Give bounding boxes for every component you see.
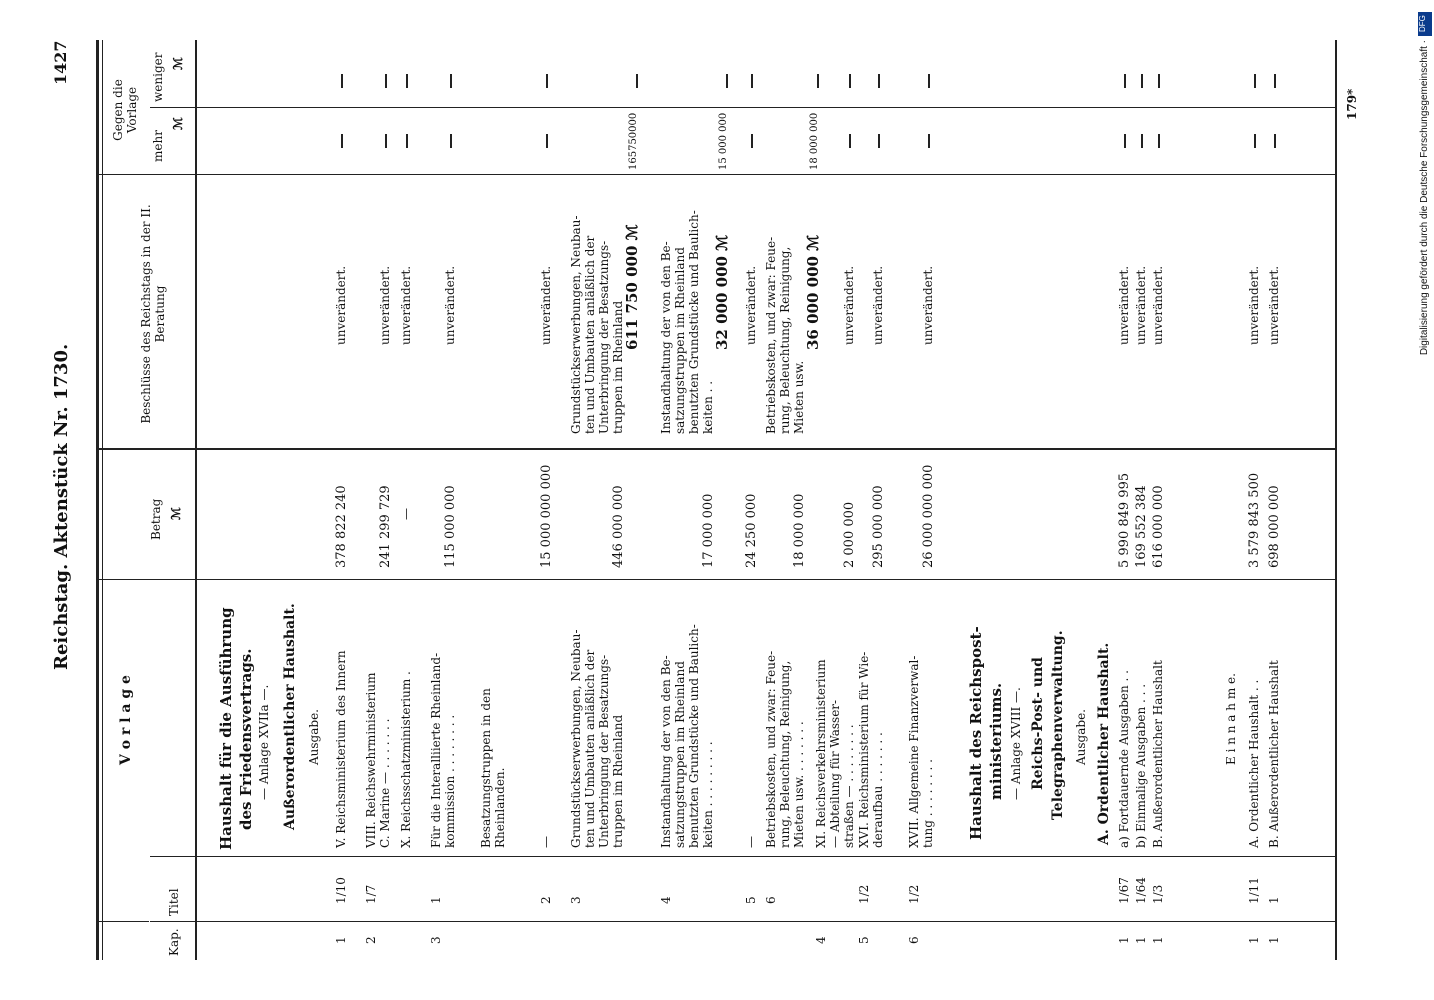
row-betrag: 446 000 000 bbox=[611, 485, 626, 568]
post-row-betrag: 5 990 849 995 bbox=[1117, 472, 1132, 568]
row-text: — bbox=[744, 836, 758, 848]
section1-ausgabe: Ausgabe. bbox=[307, 709, 321, 765]
post-row-kap: 1 bbox=[1151, 936, 1165, 944]
einnahme-heading: E i n n a h m e. bbox=[1224, 673, 1238, 765]
row-weniger-dash bbox=[928, 74, 930, 88]
row-text: Besatzungstruppen in den bbox=[479, 688, 493, 848]
section2-ausgabe: Ausgabe. bbox=[1074, 709, 1088, 765]
bottom-rule bbox=[1335, 40, 1337, 960]
row-betrag: 2 000 000 bbox=[842, 501, 857, 568]
header-mehr: mehr bbox=[151, 130, 165, 162]
row-beschluss-sum: 611 750 000 ℳ bbox=[623, 224, 641, 350]
section2-sub1: Reichs-Post- und bbox=[1030, 657, 1046, 790]
einnahme-row-betrag: 3 579 843 500 bbox=[1247, 472, 1262, 568]
row-betrag: 241 299 729 bbox=[378, 485, 393, 568]
section1-heading2: des Friedensvertrags. bbox=[237, 648, 255, 830]
row-titel: 2 bbox=[539, 896, 553, 904]
post-row-weniger-dash bbox=[1141, 74, 1143, 88]
row-text: — Abteilung für Wasser- bbox=[828, 699, 842, 848]
footer-mark: 179* bbox=[1345, 88, 1359, 120]
row-titel: 1/7 bbox=[364, 884, 378, 904]
row-titel: 1/2 bbox=[857, 884, 871, 904]
row-text: Betriebskosten, und zwar: Feue- bbox=[764, 650, 778, 848]
row-beschluss: Instandhaltung der von den Be- bbox=[659, 241, 673, 434]
row-mehr: 18 000 000 bbox=[809, 112, 820, 170]
row-text: Unterbringung der Besatzungs- bbox=[597, 654, 611, 848]
header-weniger-unit: ℳ bbox=[171, 57, 185, 70]
row-kap: 3 bbox=[429, 936, 443, 944]
header-betrag-unit: ℳ bbox=[169, 507, 183, 520]
row-betrag: 15 000 000 000 bbox=[539, 464, 554, 568]
row-text: tung . . . . . . . . bbox=[921, 759, 935, 848]
row-beschluss: unverändert. bbox=[539, 265, 553, 345]
row-mehr-dash bbox=[341, 134, 343, 148]
row-text: Grundstückserwerbungen, Neubau- bbox=[569, 629, 583, 848]
post-row-text: b) Einmalige Ausgaben . . . bbox=[1134, 683, 1148, 848]
row-beschluss: rung, Beleuchtung, Reinigung, bbox=[778, 246, 792, 434]
row-text: V. Reichsministerium des Innern bbox=[334, 650, 348, 848]
row-beschluss-sum: 32 000 000 ℳ bbox=[713, 234, 731, 350]
header-beschluesse: Beschlüsse des Reichstags in der II. Beratung bbox=[139, 204, 167, 424]
col-sep-mehr bbox=[150, 107, 1335, 108]
row-mehr-dash bbox=[385, 134, 387, 148]
row-beschluss: Grundstückserwerbungen, Neubau- bbox=[569, 215, 583, 434]
row-weniger-dash bbox=[636, 74, 638, 88]
row-text: Mieten usw. . . . . . . . bbox=[792, 721, 806, 848]
row-mehr-dash bbox=[751, 134, 753, 148]
row-mehr-dash bbox=[878, 134, 880, 148]
row-mehr-dash bbox=[849, 134, 851, 148]
dfg-logo: DFG bbox=[1418, 12, 1432, 36]
col-sep bbox=[99, 921, 149, 922]
page-title: Reichstag. Aktenstück Nr. 1730. bbox=[51, 343, 72, 670]
row-weniger-dash bbox=[450, 74, 452, 88]
col-sep-titel bbox=[150, 856, 1335, 857]
einnahme-row-mehr-dash bbox=[1254, 134, 1256, 148]
post-row-mehr-dash bbox=[1158, 134, 1160, 148]
row-betrag: 17 000 000 bbox=[701, 493, 716, 568]
header-vorlage: V o r l a g e bbox=[118, 675, 134, 765]
row-beschluss: keiten . . bbox=[701, 380, 715, 434]
row-text: XVI. Reichsministerium für Wie- bbox=[857, 651, 871, 848]
row-mehr-dash bbox=[928, 134, 930, 148]
einnahme-row-weniger-dash bbox=[1254, 74, 1256, 88]
post-row-kap: 1 bbox=[1117, 936, 1131, 944]
einnahme-row-mehr-dash bbox=[1274, 134, 1276, 148]
row-beschluss: Betriebskosten, und zwar: Feue- bbox=[764, 236, 778, 434]
row-text: kommission . . . . . . . . bbox=[443, 714, 457, 848]
row-titel: 1/2 bbox=[907, 884, 921, 904]
row-text: straßen — . . . . . . . . bbox=[842, 724, 856, 848]
post-row-beschluss: unverändert. bbox=[1151, 265, 1165, 345]
row-kap: 4 bbox=[814, 936, 828, 944]
row-weniger-dash bbox=[546, 74, 548, 88]
einnahme-row-beschluss: unverändert. bbox=[1267, 265, 1281, 345]
row-beschluss: unverändert. bbox=[842, 265, 856, 345]
header-mehr-unit: ℳ bbox=[171, 117, 185, 130]
section2-anlage: — Anlage XVIII —. bbox=[1009, 687, 1023, 800]
row-beschluss: unverändert. bbox=[921, 265, 935, 345]
row-betrag: 18 000 000 bbox=[792, 493, 807, 568]
row-kap: 2 bbox=[364, 936, 378, 944]
header-titel: Titel bbox=[167, 888, 181, 916]
post-row-weniger-dash bbox=[1124, 74, 1126, 88]
row-weniger-dash bbox=[341, 74, 343, 88]
row-text: X. Reichsschatzministerium . bbox=[399, 671, 413, 848]
row-text: Für die Interalliierte Rheinland- bbox=[429, 652, 443, 848]
row-beschluss: ten und Umbauten anläßlich der bbox=[583, 235, 597, 434]
row-betrag: 26 000 000 000 bbox=[921, 464, 936, 568]
row-weniger-dash bbox=[849, 74, 851, 88]
row-text: rung, Beleuchtung, Reinigung, bbox=[778, 660, 792, 848]
top-thin-rule bbox=[102, 40, 103, 960]
header-rule bbox=[195, 40, 197, 960]
row-beschluss: unverändert. bbox=[334, 265, 348, 345]
row-text: truppen im Rheinland bbox=[611, 714, 625, 848]
col-sep-betrag bbox=[99, 448, 1335, 450]
post-row-kap: 1 bbox=[1134, 936, 1148, 944]
einnahme-row-betrag: 698 000 000 bbox=[1267, 485, 1282, 568]
row-text: C. Marine — . . . . . . . bbox=[378, 718, 392, 848]
section2-heading: Haushalt des Reichspost- bbox=[967, 626, 985, 840]
row-kap: 6 bbox=[907, 936, 921, 944]
einnahme-row-weniger-dash bbox=[1274, 74, 1276, 88]
einnahme-row-kap: 1 bbox=[1247, 936, 1261, 944]
row-titel: 6 bbox=[764, 896, 778, 904]
row-beschluss-sum: 36 000 000 ℳ bbox=[804, 234, 822, 350]
row-beschluss: unverändert. bbox=[378, 265, 392, 345]
row-weniger-dash bbox=[385, 74, 387, 88]
row-text: Rheinlanden. bbox=[493, 767, 507, 848]
row-beschluss: unverändert. bbox=[744, 265, 758, 345]
row-mehr: 165750000 bbox=[628, 112, 639, 170]
row-titel: 4 bbox=[659, 896, 673, 904]
section2-heading2: ministeriums. bbox=[987, 682, 1005, 800]
einnahme-row-titel: 1 bbox=[1267, 896, 1281, 904]
row-mehr: 15 000 000 bbox=[718, 112, 729, 170]
row-mehr-dash bbox=[450, 134, 452, 148]
row-betrag: 378 822 240 bbox=[334, 485, 349, 568]
post-row-beschluss: unverändert. bbox=[1134, 265, 1148, 345]
row-beschluss: unverändert. bbox=[443, 265, 457, 345]
col-sep-beschluss bbox=[99, 174, 1335, 175]
row-beschluss: Mieten usw. bbox=[792, 360, 806, 434]
row-weniger-dash bbox=[817, 74, 819, 88]
page-number: 1427 bbox=[51, 40, 70, 85]
post-row-titel: 1/3 bbox=[1151, 884, 1165, 904]
row-titel: 5 bbox=[744, 896, 758, 904]
row-mehr-dash bbox=[406, 134, 408, 148]
row-betrag: 24 250 000 bbox=[744, 493, 759, 568]
post-row-text: B. Außerordentlicher Haushalt bbox=[1151, 660, 1165, 848]
header-betrag: Betrag bbox=[149, 498, 163, 540]
row-weniger-dash bbox=[406, 74, 408, 88]
section2-ordentlich: A. Ordentlicher Haushalt. bbox=[1096, 642, 1112, 845]
header-weniger: weniger bbox=[151, 52, 165, 102]
row-betrag: 295 000 000 bbox=[871, 485, 886, 568]
post-row-betrag: 616 000 000 bbox=[1151, 485, 1166, 568]
row-text: — bbox=[539, 836, 553, 848]
col-sep-vorlage bbox=[99, 579, 1335, 580]
row-beschluss: unverändert. bbox=[871, 265, 885, 345]
einnahme-row-text: B. Außerordentlicher Haushalt bbox=[1267, 660, 1281, 848]
post-row-titel: 1/67 bbox=[1117, 877, 1131, 904]
row-titel: 3 bbox=[569, 896, 583, 904]
post-row-mehr-dash bbox=[1141, 134, 1143, 148]
header-gegen: Gegen die Vorlage bbox=[111, 79, 139, 141]
row-text: ten und Umbauten anläßlich der bbox=[583, 649, 597, 848]
col-sep-kap bbox=[150, 921, 1335, 922]
row-text: XVII. Allgemeine Finanzverwal- bbox=[907, 655, 921, 848]
row-text: Instandhaltung der von den Be- bbox=[659, 655, 673, 848]
side-note bbox=[1416, 0, 1434, 1000]
section1-subheading: Außerordentlicher Haushalt. bbox=[282, 603, 298, 830]
row-titel: 1/10 bbox=[334, 877, 348, 904]
row-betrag: — bbox=[399, 508, 413, 520]
row-beschluss: Unterbringung der Besatzungs- bbox=[597, 240, 611, 434]
row-beschluss: satzungstruppen im Rheinland bbox=[673, 247, 687, 434]
post-row-titel: 1/64 bbox=[1134, 877, 1148, 904]
einnahme-row-kap: 1 bbox=[1267, 936, 1281, 944]
row-text: satzungstruppen im Rheinland bbox=[673, 661, 687, 848]
row-text: deraufbau . . . . . . . bbox=[871, 732, 885, 848]
top-double-rule bbox=[96, 40, 99, 960]
row-text: XI. Reichsverkehrsministerium bbox=[814, 659, 828, 848]
post-row-mehr-dash bbox=[1124, 134, 1126, 148]
einnahme-row-titel: 1/11 bbox=[1247, 877, 1261, 904]
row-beschluss: benutzten Grundstücke und Baulich- bbox=[687, 210, 701, 434]
row-beschluss: unverändert. bbox=[399, 265, 413, 345]
einnahme-row-text: A. Ordentlicher Haushalt . . bbox=[1247, 679, 1261, 848]
row-mehr-dash bbox=[546, 134, 548, 148]
row-weniger-dash bbox=[878, 74, 880, 88]
row-kap: 5 bbox=[857, 936, 871, 944]
section2-sub2: Telegraphenverwaltung. bbox=[1050, 630, 1066, 820]
row-text: keiten . . . . . . . . . bbox=[701, 741, 715, 848]
post-row-betrag: 169 552 384 bbox=[1134, 485, 1149, 568]
funding-note: Digitalisierung gefördert durch die Deutsche Forschungsgemeinschaft · bbox=[1419, 40, 1430, 356]
row-betrag: 115 000 000 bbox=[443, 485, 458, 568]
row-text: benutzten Grundstücke und Baulich- bbox=[687, 624, 701, 848]
header-kap: Kap. bbox=[167, 928, 181, 956]
post-row-text: a) Fortdauernde Ausgaben . . bbox=[1117, 670, 1131, 848]
section1-anlage: — Anlage XVIIa —. bbox=[257, 684, 271, 800]
row-text: VIII. Reichswehrministerium bbox=[364, 672, 378, 848]
row-titel: 1 bbox=[429, 896, 443, 904]
row-kap: 1 bbox=[334, 936, 348, 944]
post-row-beschluss: unverändert. bbox=[1117, 265, 1131, 345]
post-row-weniger-dash bbox=[1158, 74, 1160, 88]
einnahme-row-beschluss: unverändert. bbox=[1247, 265, 1261, 345]
section1-heading: Haushalt für die Ausführung bbox=[217, 607, 235, 850]
row-weniger-dash bbox=[726, 74, 728, 88]
row-beschluss: truppen im Rheinland bbox=[611, 300, 625, 434]
row-weniger-dash bbox=[751, 74, 753, 88]
